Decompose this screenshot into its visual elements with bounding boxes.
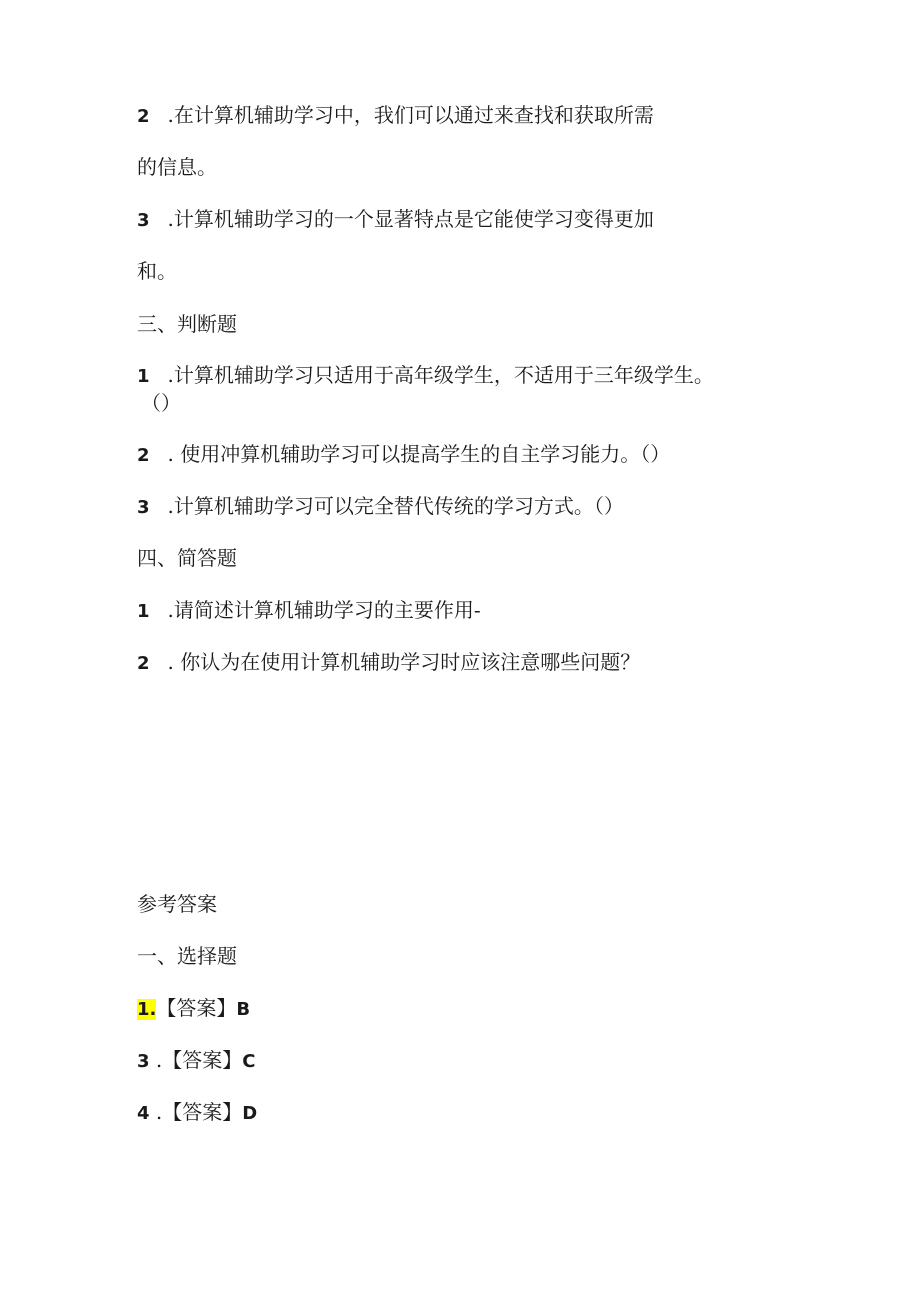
answer-label: 【答案】 bbox=[162, 1100, 243, 1124]
answer-number-highlighted: 1. bbox=[137, 999, 157, 1020]
question-text: .计算机辅助学习可以完全替代传统的学习方式。（） bbox=[167, 494, 624, 518]
question-text: .计算机辅助学习的一个显著特点是它能使学习变得更加 bbox=[167, 207, 654, 231]
question-number: 2 bbox=[137, 445, 150, 466]
answer-separator: . bbox=[149, 1100, 163, 1124]
answer-letter: C bbox=[242, 1051, 256, 1072]
short-answer-question-2 bbox=[137, 649, 640, 677]
answer-letter: D bbox=[242, 1103, 258, 1124]
question-number: 1 bbox=[137, 366, 150, 387]
question-text: .在计算机辅助学习中，我们可以通过来查找和获取所需 bbox=[167, 103, 654, 127]
question-text: .计算机辅助学习只适用于高年级学生，不适用于三年级学生。 bbox=[167, 363, 714, 387]
answers-heading: 参考答案 bbox=[137, 892, 217, 916]
answer-letter: B bbox=[236, 999, 251, 1020]
answer-3 bbox=[137, 1047, 255, 1075]
question-number: 1 bbox=[137, 601, 150, 622]
short-answer-section-heading: 四、简答题 bbox=[137, 546, 237, 570]
fill-blank-question-3 bbox=[137, 206, 654, 234]
question-number: 3 bbox=[137, 210, 150, 231]
answer-label: 【答案】 bbox=[162, 1048, 243, 1072]
judge-question-2 bbox=[137, 441, 670, 469]
answer-separator: . bbox=[149, 1048, 163, 1072]
question-text: .请简述计算机辅助学习的主要作用- bbox=[167, 598, 481, 622]
question-number: 3 bbox=[137, 497, 150, 518]
answers-section-choice-heading: 一、选择题 bbox=[137, 944, 237, 968]
answer-label: 【答案】 bbox=[156, 996, 237, 1020]
fill-blank-question-2-continuation: 的信息。 bbox=[137, 155, 217, 179]
fill-blank-question-3-continuation: 和。 bbox=[137, 259, 177, 283]
judge-section-heading: 三、判断题 bbox=[137, 312, 237, 336]
answer-number: 3 bbox=[137, 1051, 150, 1072]
question-text: . 使用冲算机辅助学习可以提高学生的自主学习能力。（） bbox=[167, 442, 671, 466]
short-answer-question-1 bbox=[137, 597, 481, 625]
judge-question-1-paren: （） bbox=[141, 391, 181, 415]
answer-4 bbox=[137, 1099, 257, 1127]
fill-blank-question-2 bbox=[137, 102, 654, 130]
question-text: . 你认为在使用计算机辅助学习时应该注意哪些问题？ bbox=[167, 650, 641, 674]
answer-number: 4 bbox=[137, 1103, 150, 1124]
judge-question-1 bbox=[137, 362, 714, 390]
judge-question-3 bbox=[137, 493, 624, 521]
question-number: 2 bbox=[137, 106, 150, 127]
question-number: 2 bbox=[137, 653, 150, 674]
answer-1 bbox=[137, 995, 250, 1023]
